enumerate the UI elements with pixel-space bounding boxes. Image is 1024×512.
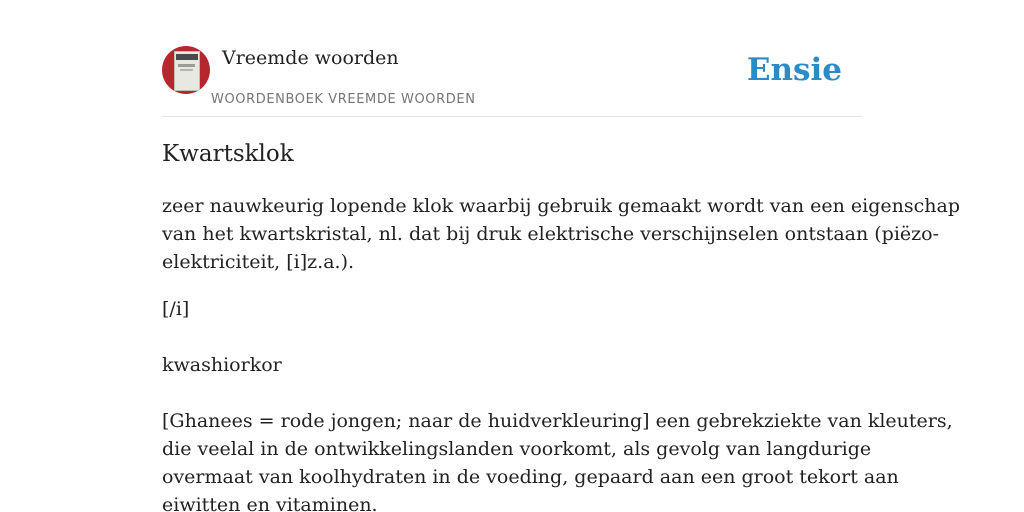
next-term-line: overmaat van koolhydraten in de voeding, gepaard aan een groot tekort aan [162,466,899,488]
next-term-line: eiwitten en vitaminen. [162,494,378,512]
site-subtitle[interactable]: WOORDENBOEK VREEMDE WOORDEN [211,92,476,107]
page-container [162,0,960,512]
site-title[interactable]: Vreemde woorden [222,47,399,69]
page-header [162,46,862,117]
definition-line: van het kwartskristal, nl. dat bij druk elektrische verschijnselen ontstaan (piëzo- [162,223,940,245]
definition-text [162,192,960,512]
definition-line: zeer nauwkeurig lopende klok waarbij gebruik gemaakt wordt van een eigenschap [162,195,960,217]
next-term-line: [Ghanees = rode jongen; naar de huidverkleuring] een gebrekziekte van kleuters, [162,410,953,432]
page-title: Kwartsklok [162,141,294,167]
next-term-line: die veelal in de ontwikkelingslanden voorkomt, als gevolg van langdurige [162,438,872,460]
book-cover-icon [174,51,200,91]
definition-line: elektriciteit, [i]z.a.). [162,251,355,273]
next-term: kwashiorkor [162,354,282,376]
closing-tag-text: [/i] [162,298,190,320]
dictionary-avatar[interactable] [162,46,210,94]
ensie-logo-link[interactable]: Ensie [746,52,842,88]
